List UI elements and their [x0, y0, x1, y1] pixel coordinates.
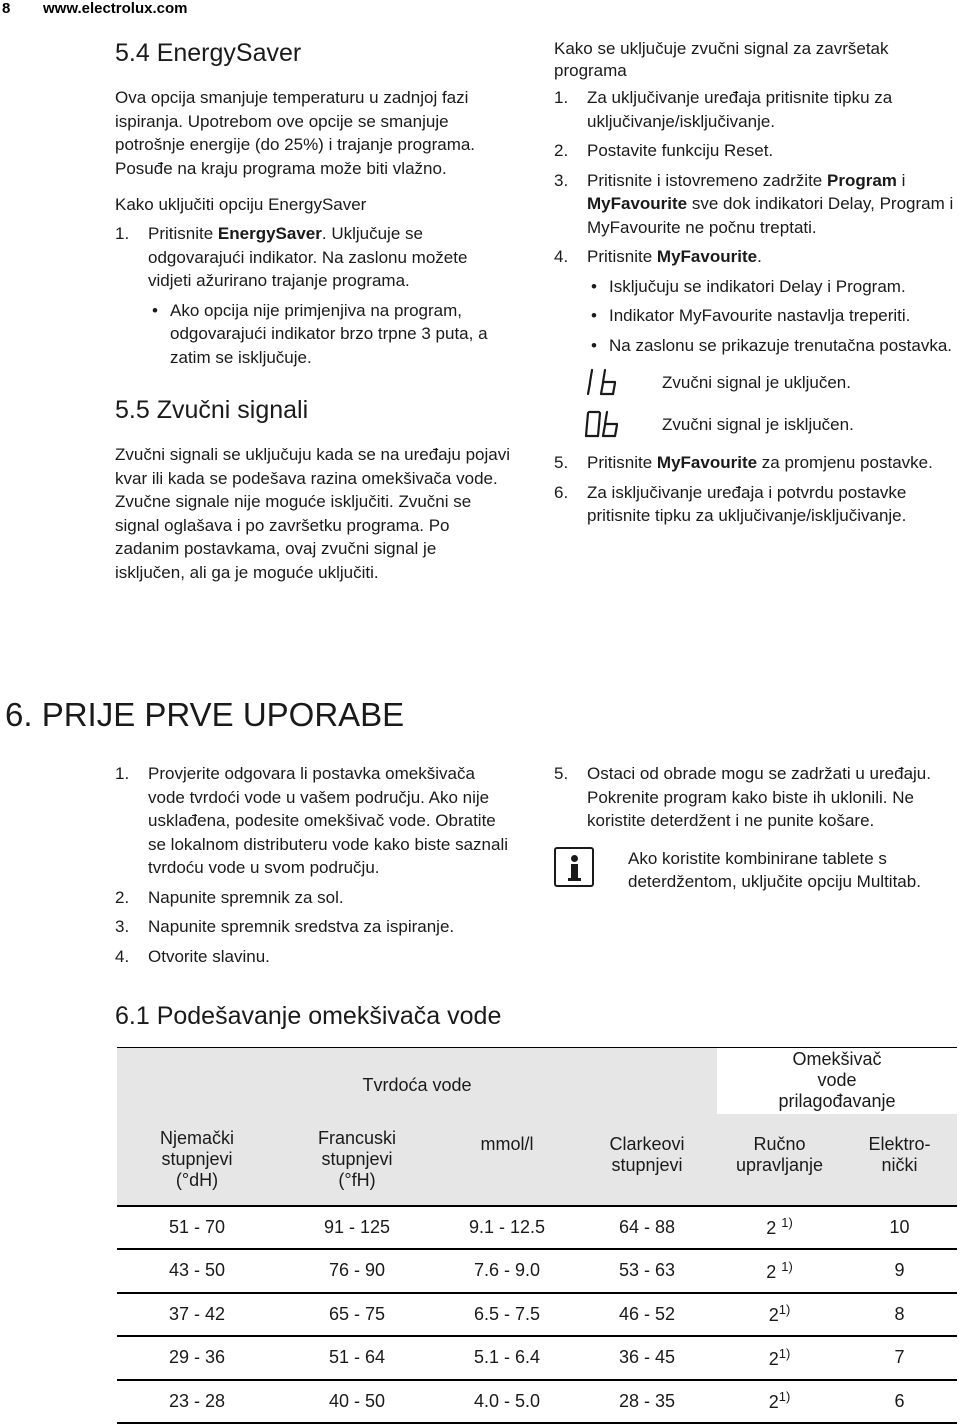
list-item — [554, 451, 959, 475]
table-cell: 40 - 50 — [277, 1380, 437, 1424]
table-cell: 37 - 42 — [117, 1293, 277, 1337]
column-header: Njemački stupnjevi (°dH) — [159, 1127, 234, 1190]
table-cell: 5.1 - 6.4 — [437, 1336, 577, 1380]
seven-segment-0b-icon — [584, 409, 632, 441]
list-item — [115, 886, 515, 910]
step-text: Otvorite slavinu. — [148, 946, 270, 966]
step-number: 4. — [115, 946, 130, 966]
step-bold-text: EnergySaver — [217, 224, 322, 243]
step-text: Napunite spremnik za sol. — [148, 887, 344, 907]
page-number: 8 — [2, 0, 11, 17]
section-6-1-title: 6.1 Podešavanje omekšivača vode — [115, 1002, 502, 1030]
list-item — [115, 915, 515, 939]
column-header: Ručno upravljanje — [735, 1133, 824, 1175]
page-header — [0, 0, 960, 22]
group-header-softener: Omekšivač vode prilagođavanje — [717, 1048, 957, 1114]
step-number: 4. — [554, 247, 569, 266]
table-row — [117, 1380, 957, 1424]
manual-value: 2 — [768, 1305, 779, 1326]
water-hardness-table — [117, 1047, 957, 1424]
step-text: Za uključivanje uređaja pritisnite tipku za uključivanje/isključivanje. — [587, 88, 893, 131]
list-item — [554, 762, 954, 833]
table-cell: 46 - 52 — [577, 1293, 717, 1337]
list-item — [554, 139, 959, 163]
step-number: 6. — [554, 482, 569, 502]
table-cell — [717, 1380, 842, 1424]
step-bold-text: MyFavourite — [656, 453, 758, 472]
table-cell — [717, 1293, 842, 1337]
column-header: mmol/l — [480, 1133, 534, 1154]
step-number: 5. — [554, 764, 569, 783]
table-cell: 53 - 63 — [577, 1249, 717, 1293]
display-on-label: Zvučni signal je uključen. — [662, 373, 851, 393]
table-row — [117, 1336, 957, 1380]
list-item — [554, 86, 959, 133]
step-text: . Uključuje se odgovarajući indikator. Na zaslonu možete vidjeti ažurirano trajanje programa. — [148, 224, 468, 290]
footnote-mark: 1) — [778, 1389, 791, 1405]
step-number: 2. — [115, 887, 130, 907]
column-header: Clarkeovi stupnjevi — [609, 1133, 685, 1175]
step-text: Za isključivanje uređaja i potvrdu postavke pritisnite tipku za uključivanje/isključivanje. — [587, 482, 907, 525]
first-use-steps — [115, 762, 515, 968]
sound-signal-steps-cont — [554, 451, 959, 528]
site-url[interactable]: www.electrolux.com — [43, 0, 188, 17]
column-header: Francuski stupnjevi (°fH) — [317, 1127, 397, 1190]
step-text: . — [757, 247, 762, 266]
step-text: Ostaci od obrade mogu se zadržati u uređaju. Pokrenite program kako biste ih uklonili. Ne koristite deterdžent i ne punite košare. — [587, 764, 931, 830]
step-number: 2. — [554, 141, 569, 160]
list-item — [115, 945, 515, 969]
step-number: 3. — [115, 917, 130, 936]
step-text: Pritisnite i istovremeno zadržite — [587, 170, 827, 190]
step-text: Pritisnite — [587, 247, 657, 266]
table-cell: 64 - 88 — [577, 1206, 717, 1250]
list-item — [554, 245, 959, 357]
info-note — [554, 847, 954, 894]
list-item — [115, 762, 515, 880]
step-number: 1. — [115, 224, 130, 243]
bullet-item: • Na zaslonu se prikazuje trenutačna postavka. — [587, 334, 959, 358]
table-cell: 28 - 35 — [577, 1380, 717, 1424]
table-cell: 9.1 - 12.5 — [437, 1206, 577, 1250]
table-row — [117, 1293, 957, 1337]
step-bold-text: Program — [826, 170, 897, 190]
step-text: za promjenu postavke. — [757, 453, 933, 472]
step-number: 5. — [554, 453, 569, 472]
section-6-right-column — [554, 762, 954, 894]
table-cell: 36 - 45 — [577, 1336, 717, 1380]
step-bold-text: MyFavourite — [587, 194, 688, 213]
manual-value: 2 — [766, 1218, 777, 1239]
step-text: sve dok indikatori Delay, Program i MyFavourite ne počnu treptati. — [587, 194, 954, 237]
list-item — [115, 222, 510, 369]
section-5-4-intro: Ova opcija smanjuje temperaturu u zadnjoj fazi ispiranja. Upotrebom ove opcije se smanjuje potrošnje energije (do 25%) i trajanje programa. Posuđe na kraju programa može biti vlažno. — [115, 88, 476, 178]
table-cell: 23 - 28 — [117, 1380, 277, 1424]
bullet-item: • Isključuju se indikatori Delay i Program. — [587, 275, 959, 299]
energysaver-howto-title: Kako uključiti opciju EnergySaver — [115, 195, 367, 214]
list-item — [554, 481, 959, 528]
table-cell — [717, 1336, 842, 1380]
table-cell: 9 — [842, 1249, 957, 1293]
sound-signal-howto-title: Kako se uključuje zvučni signal za završetak programa — [554, 39, 889, 80]
list-item — [554, 169, 959, 240]
display-row-off — [584, 409, 959, 441]
step-number: 1. — [115, 764, 130, 783]
table-row — [117, 1249, 957, 1293]
table-cell: 91 - 125 — [277, 1206, 437, 1250]
table-cell: 7 — [842, 1336, 957, 1380]
footnote-mark: 1) — [778, 1345, 791, 1361]
footnote-mark: 1) — [781, 1258, 793, 1274]
table-cell — [717, 1206, 842, 1250]
sound-signal-steps — [554, 86, 959, 357]
manual-value: 2 — [768, 1348, 779, 1369]
column-header: Elektro-nički — [868, 1133, 931, 1175]
table-cell — [717, 1249, 842, 1293]
table-cell: 29 - 36 — [117, 1336, 277, 1380]
bullet-list — [148, 299, 510, 370]
section-5-4-title: 5.4 EnergySaver — [115, 39, 302, 67]
table-cell: 51 - 64 — [277, 1336, 437, 1380]
step-text: Provjerite odgovara li postavka omekšivača vode tvrdoći vode u vašem području. Ako nije usklađena, podesite omekšivač vode. Obratite se lokalnom distributeru vode kako biste saznali tvrdoću vode u svom području. — [148, 764, 509, 877]
section-6-title: 6. PRIJE PRVE UPORABE — [5, 696, 405, 733]
right-column — [554, 38, 959, 534]
table-cell: 43 - 50 — [117, 1249, 277, 1293]
footnote-mark: 1) — [778, 1302, 791, 1318]
display-off-label: Zvučni signal je isključen. — [662, 415, 854, 435]
table-cell: 6.5 - 7.5 — [437, 1293, 577, 1337]
section-6-left-column — [115, 762, 515, 974]
section-5-5-title: 5.5 Zvučni signali — [115, 396, 309, 424]
bullet-list — [587, 275, 959, 358]
table-cell: 8 — [842, 1293, 957, 1337]
table-cell: 4.0 - 5.0 — [437, 1380, 577, 1424]
step-number: 1. — [554, 88, 569, 107]
left-column — [115, 38, 510, 584]
section-5-5-text: Zvučni signali se uključuju kada se na uređaju pojavi kvar ili kada se podešava razina omekšivača vode. Zvučne signale nije moguće isključiti. Zvučni se signal oglašava i po završetku programa. Po zadanim postavkama, ovaj zvučni signal je isključen, ali ga je moguće uključiti. — [115, 445, 511, 582]
step-bold-text: MyFavourite — [656, 247, 758, 266]
table-cell: 7.6 - 9.0 — [437, 1249, 577, 1293]
table-cell: 51 - 70 — [117, 1206, 277, 1250]
step-text: i — [896, 170, 906, 190]
group-header-hardness: Tvrdoća vode — [117, 1048, 717, 1114]
table-cell: 65 - 75 — [277, 1293, 437, 1337]
first-use-steps-cont — [554, 762, 954, 833]
info-icon — [554, 847, 594, 887]
step-number: 3. — [554, 170, 569, 190]
display-row-on — [584, 367, 959, 399]
table-row — [117, 1206, 957, 1250]
table-cell: 10 — [842, 1206, 957, 1250]
manual-value: 2 — [766, 1261, 777, 1282]
footnote-mark: 1) — [781, 1215, 793, 1231]
step-text: Pritisnite — [148, 224, 218, 243]
bullet-item: • Indikator MyFavourite nastavlja treperiti. — [587, 304, 959, 328]
step-text: Pritisnite — [587, 453, 657, 472]
step-text: Napunite spremnik sredstva za ispiranje. — [148, 917, 455, 936]
energysaver-steps — [115, 222, 510, 369]
manual-value: 2 — [768, 1392, 779, 1413]
table-cell: 6 — [842, 1380, 957, 1424]
step-text: Postavite funkciju Reset. — [587, 141, 774, 160]
bullet-item: • Ako opcija nije primjenjiva na program, odgovarajući indikator brzo trpne 3 puta, a zatim se isključuje. — [148, 299, 510, 370]
info-text: Ako koristite kombinirane tablete s deterdžentom, uključite opciju Multitab. — [628, 848, 921, 891]
table-cell: 76 - 90 — [277, 1249, 437, 1293]
seven-segment-1b-icon — [584, 367, 632, 399]
